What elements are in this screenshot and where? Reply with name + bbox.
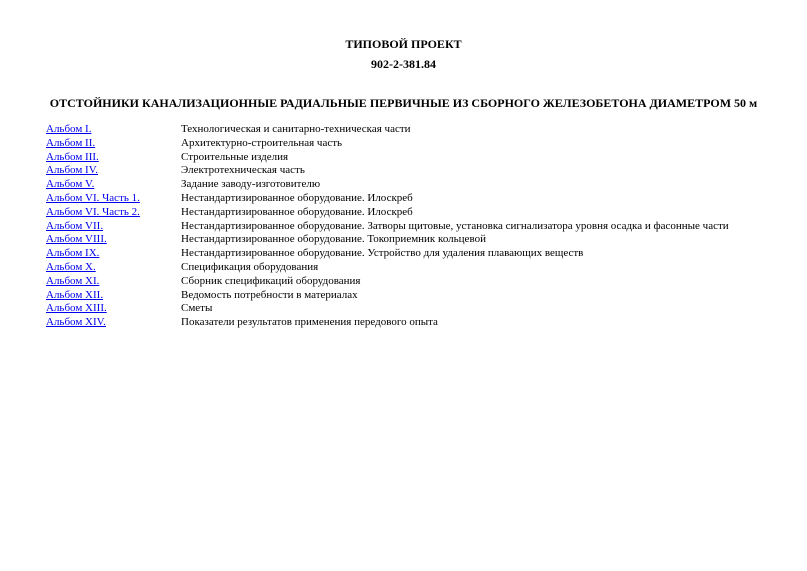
document-type-heading: ТИПОВОЙ ПРОЕКТ (345, 37, 462, 51)
album-description: Нестандартизированное оборудование. Илоскреб (181, 205, 413, 218)
album-link[interactable]: Альбом VIII. (46, 233, 107, 246)
album-description: Нестандартизированное оборудование. Устройство для удаления плавающих веществ (181, 247, 584, 260)
album-row (46, 316, 786, 330)
album-row (46, 247, 786, 261)
album-description: Нестандартизированное оборудование. Токоприемник кольцевой (181, 233, 486, 246)
album-row (46, 164, 786, 178)
album-description: Ведомость потребности в материалах (181, 288, 358, 301)
album-link[interactable]: Альбом IV. (46, 164, 98, 177)
album-row (46, 233, 786, 247)
album-description: Сборник спецификаций оборудования (181, 274, 361, 287)
album-description: Электротехническая часть (181, 164, 305, 177)
album-link[interactable]: Альбом II. (46, 136, 96, 149)
album-row (46, 192, 786, 206)
album-row (46, 137, 786, 151)
album-row (46, 206, 786, 220)
album-description: Строительные изделия (181, 150, 289, 163)
album-link[interactable]: Альбом X. (46, 260, 96, 273)
document-number: 902-2-381.84 (371, 57, 436, 71)
album-link[interactable]: Альбом VII. (46, 219, 104, 232)
album-row (46, 275, 786, 289)
album-link[interactable]: Альбом V. (46, 178, 95, 191)
album-link[interactable]: Альбом III. (46, 150, 99, 163)
album-row (46, 178, 786, 192)
album-description: Показатели результатов применения передового опыта (181, 316, 438, 329)
document-title: ОТСТОЙНИКИ КАНАЛИЗАЦИОННЫЕ РАДИАЛЬНЫЕ ПЕРВИЧНЫЕ ИЗ СБОРНОГО ЖЕЛЕЗОБЕТОНА ДИАМЕТРОМ 50 м (49, 96, 758, 110)
album-description: Технологическая и санитарно-техническая части (181, 123, 411, 135)
album-row (46, 220, 786, 234)
album-description: Спецификация оборудования (181, 260, 319, 273)
album-row (46, 302, 786, 316)
album-description: Архитектурно-строительная часть (181, 136, 343, 149)
album-description: Нестандартизированное оборудование. Илоскреб (181, 191, 413, 204)
album-description: Нестандартизированное оборудование. Затворы щитовые, установка сигнализатора уровня осадка и фасонные части (181, 219, 729, 232)
album-row (46, 123, 786, 137)
album-link[interactable]: Альбом VI. Часть 2. (46, 205, 140, 218)
album-list (46, 123, 786, 330)
album-link[interactable]: Альбом XI. (46, 274, 100, 287)
album-link[interactable]: Альбом XIII. (46, 302, 107, 315)
album-row (46, 261, 786, 275)
album-row (46, 289, 786, 303)
album-description: Сметы (181, 302, 213, 315)
album-link[interactable]: Альбом IX. (46, 247, 100, 260)
album-link[interactable]: Альбом VI. Часть 1. (46, 191, 140, 204)
album-link[interactable]: Альбом I. (46, 123, 92, 135)
album-link[interactable]: Альбом XIV. (46, 316, 106, 329)
album-description: Задание заводу-изготовителю (181, 178, 321, 191)
album-row (46, 151, 786, 165)
album-link[interactable]: Альбом XII. (46, 288, 104, 301)
